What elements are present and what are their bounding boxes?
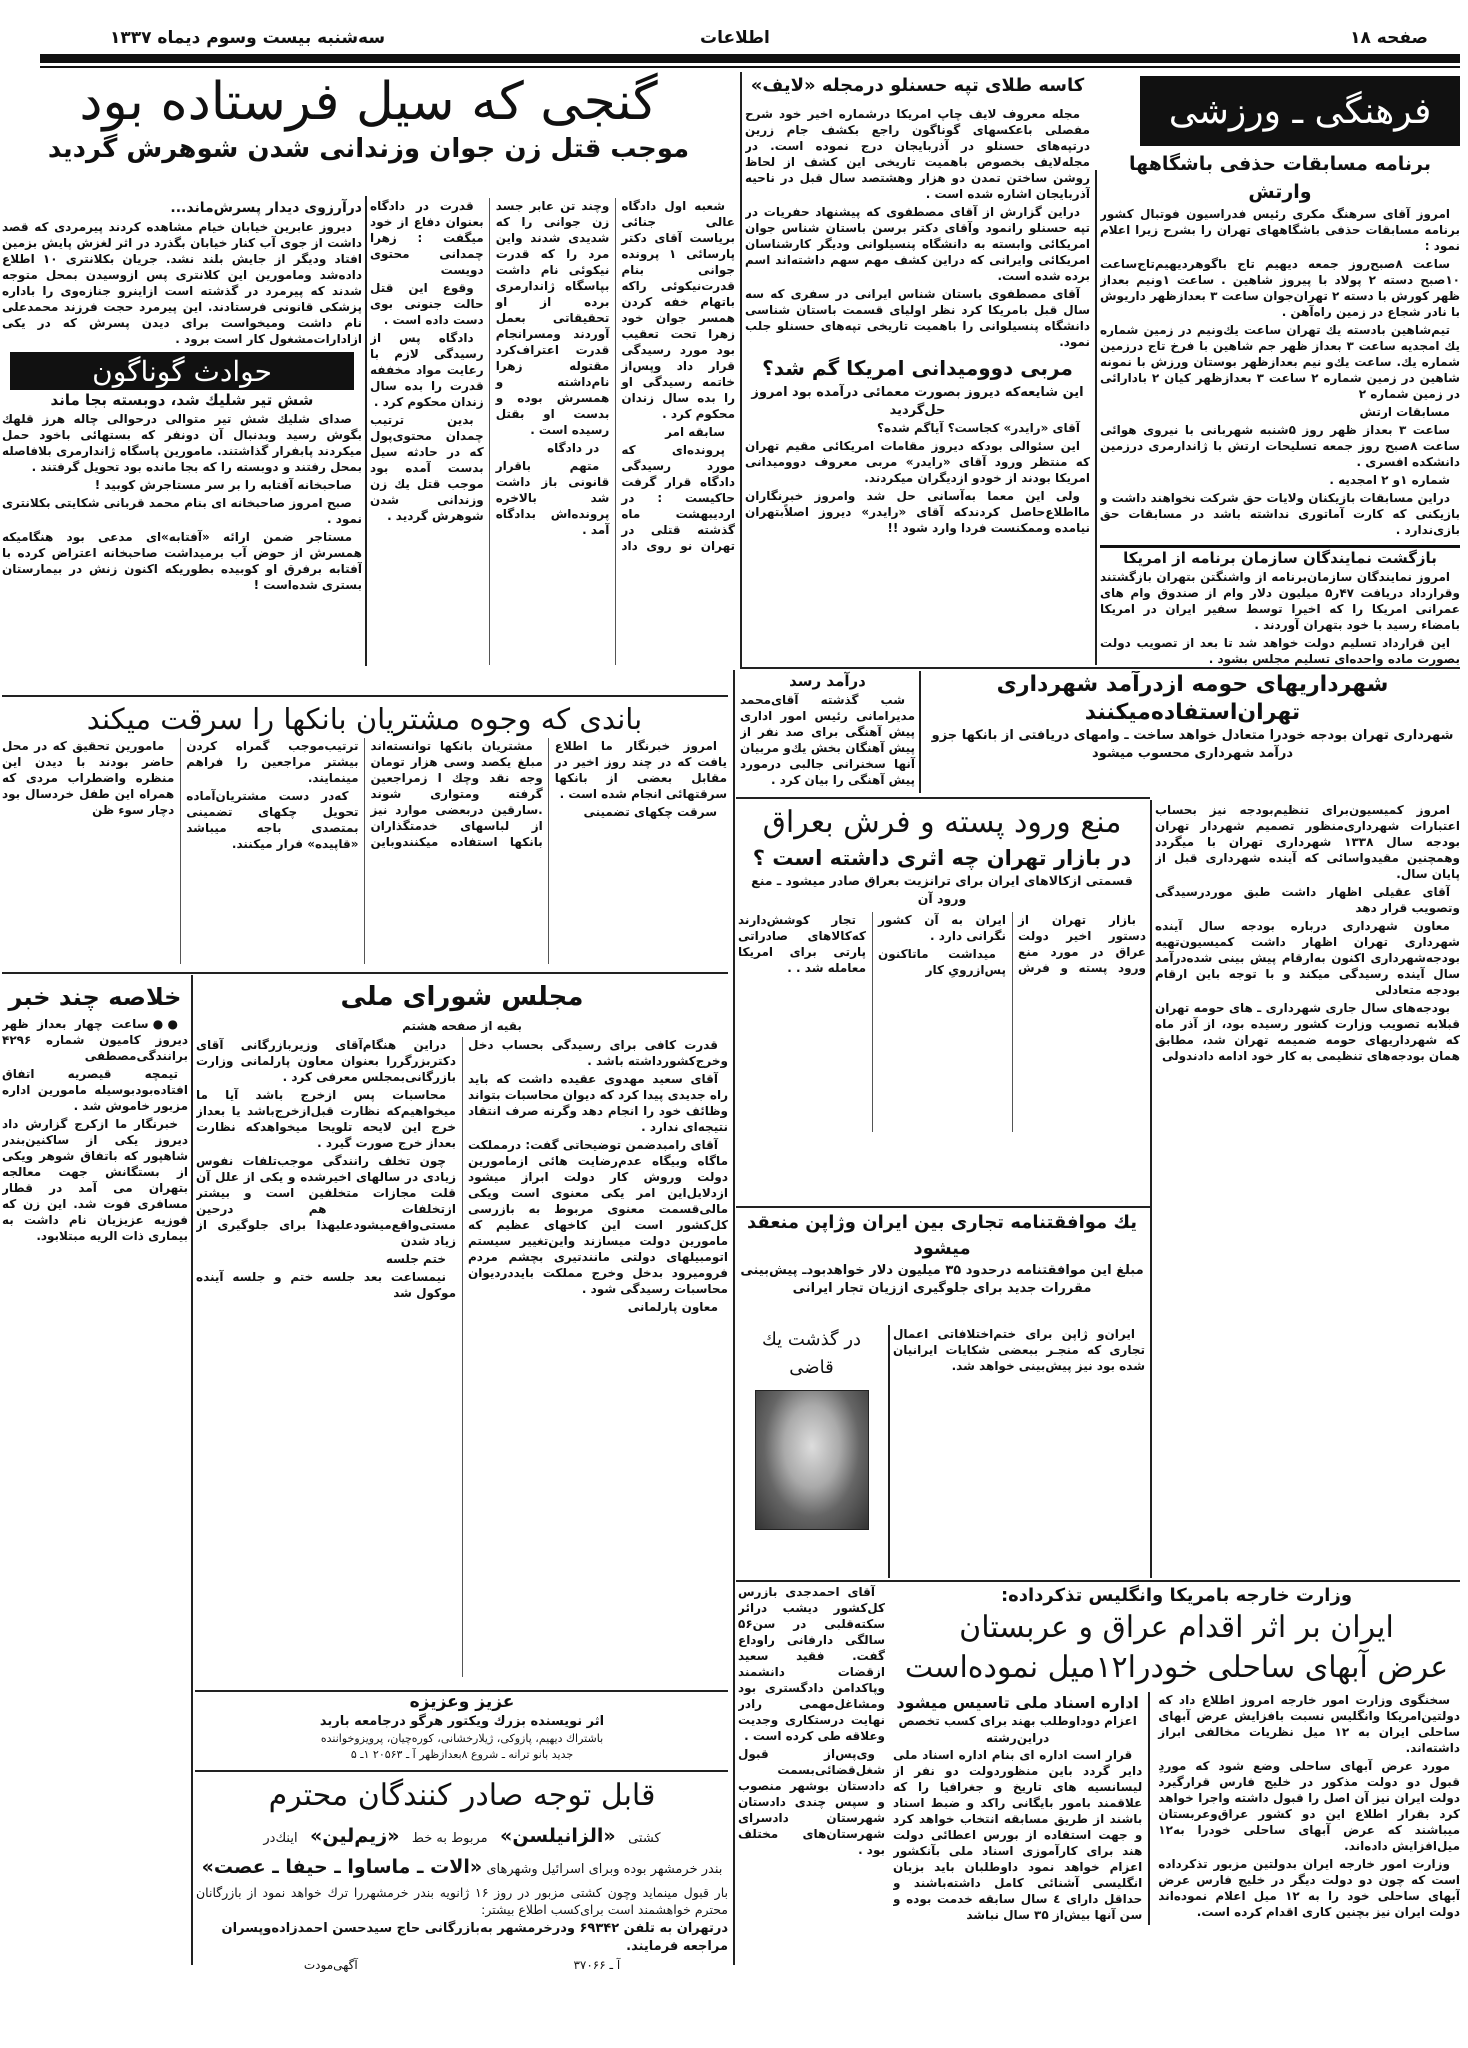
- paragraph: قرار است اداره ای بنام اداره اسناد ملی دایر گردد باین منظوردولت دو نفر از لیسانسیه های تاریخ و جغرافیا را که علاقمند بامور بایگانی راکد و ضبط اسناد باشند از طریق مسابقه انتخاب خواهد کرد و جهت استفاده از بورس اعطائی دولت هند برای کارآموزی اسناد ملی بآنکشور اعزام خواهد نمود داوطلبان باید بزبان انگلیسی آشنائی کامل داشته‌باشند و حداقل دارای ٤ سال سابقه خدمت بوده و سن آنها بیش‌از ۳۵ سال نباشد: [893, 1748, 1143, 1922]
- foreign-headline-1: ایران بر اثر اقدام عراق و عربستان: [959, 1610, 1394, 1645]
- paragraph: دراین گزارش از آقای مصطفوی که پیشنهاد حفریات در تپه حسنلو رانمود وآقای دکتر برسن باستان شناس جوان امریکائی وابسته به دانشگاه پنسیلوانی ودیگر کارشناسان امریکائی وایرانی که دراین کشف مهم سهم داشته‌اند اسم برده شده است.: [745, 205, 1090, 283]
- paragraph: وقوع این قتل حالت جنونی بوی دست داده است .: [370, 281, 484, 327]
- ad-footer: [196, 1956, 728, 1974]
- events-headline: شش تیر شلیك شد، دوبسته بجا ماند: [50, 391, 314, 409]
- majlis-article: [196, 978, 728, 1686]
- paragraph: پرونده‌ای که مورد رسیدگی دادگاه قرار گرفت حاکیست : در اردیبهشت ماه گذشته قتلی در تهران نو روی داد وچند تن عابر جسد زن جوانی را که شدیدی شدند واین مرد را که قدرت نیکوئی نام داشت بپاسگاه ژاندارمری برده از او تحقیقاتی بعمل آوردند ومسرانجام قدرت اعتراف‌کرد مقتوله زهرا نام‌داشته و همسرش بوده و بدست او بقتل رسیده است .: [495, 199, 735, 553]
- paragraph: آقای سعید مهدوی عقیده داشت که باید راه جدیدی پیدا کرد که دیوان محاسبات بتواند وظائف خود را انجام دهد وگرنه صرف انتقاد نتیجه‌ای ندارد .: [468, 1072, 728, 1134]
- ad-contact: درتهران به تلفن ۶۹۳۴۲ ودرخرمشهر به‌بازرگانی حاج سیدحسن احمدزاده‌وپسران مراجعه فرمایند.: [221, 1921, 728, 1954]
- events-section: [2, 352, 362, 692]
- foreign-article: [893, 1584, 1460, 2044]
- paragraph: صدای شلیك شش تیر متوالی درحوالی چاله هرز قلهك بگوش رسید وبدنبال آن دونفر که بستها‌ئی باخود حمل میکردند پابفرار گذاشتند. مامورین پاسگاه ژاندارمری بلافاصله بمحل رفتند و دوبسته را که بجا مانده بود تحویل گرفتند .: [2, 412, 362, 474]
- section-divider: [736, 797, 1150, 799]
- coach-subhead: این شایعه‌که دیروز بصورت معمائی درآمده بود امروز حل‌گردید: [751, 385, 1084, 418]
- newspaper-name: اطلاعات: [700, 28, 770, 48]
- japan-subhead: مبلغ این موافقتنامه درحدود ۳۵ میلیون دلار خواهدبودـ پیش‌بینی مقررات جدید برای جلوگیری اززیان تجار ایرانی: [740, 1263, 1144, 1296]
- treasure-body-columns: [370, 198, 735, 665]
- summary-body: [2, 1016, 188, 1244]
- paragraph: وی‌پس‌از قبول شغل‌قضائی‌بسمت دادستان بوشهر منصوب و سپس چندی دادستان شهرستان دادسرای شهرستان‌های مختلف بود .: [738, 1747, 885, 1857]
- pistachio-body: [738, 912, 1146, 1132]
- paragraph: تیم‌شاهین بادسته یك تهران ساعت یك‌ونیم در زمین شماره یك امجدیه ساعت ۳ بعداز ظهر جم شاهین با فرخ تاج درزمین شماره یك. ساعت یك‌و نیم بعدازظهر بوستان ورزش با نمونه شاهین در زمین شماره ۲ ساعت ۳ بعدازظهر کیان ۲ بادارائی در زمین شماره ۲: [1100, 323, 1460, 401]
- paragraph: مسابقات ارتش: [1359, 405, 1450, 419]
- events-body: [2, 411, 362, 593]
- paragraph: صاحبخانه آفتابه را بر سر مستاجرش کوبید !: [94, 478, 352, 492]
- son-body: [2, 219, 362, 347]
- column-divider: [740, 72, 742, 668]
- paragraph: مستاجر ضمن ارائه «آفتابه»ای مدعی بود هنگامیکه همسرش از حوض آب برمیداشت صاحبخانه اعتراض کرده با آفتابه برفرق او کوبیده بطوریکه اکنون زنش در بیمارستان بستری شده‌است !: [2, 530, 362, 592]
- paragraph: آقای «رایدر» کجاست؟ آیاگم شده؟: [877, 421, 1080, 435]
- paragraph: ساعت ۸صبح‌روز جمعه دیهیم تاج باگوهر‌دیهیم‌تاج‌ساعت ۱۰صبح دسته ۲ پولاد با پیروز شاهین . ساعت ۱ونیم بعداز ظهر کورش با دسته ۲ تهران‌جوان ساعت ۳ بعدازظهر داریوش با نادر شجاع در زمین راه‌آهن .: [1100, 257, 1460, 319]
- paragraph: مشتریان بانکها توانسته‌اند مبلغ یکصد وسی هزار تومان وجه نقد وچك ا زمراجعین گرفته ومتواری شوند .سارقین دربعضی موارد نیز از لباسهای خدمتگذاران بانکها استفاده میکنندو‌باین ترتیب‌موجب گمراه کردن بیشتر مراجعین را فراهم مینمایند.: [186, 739, 543, 849]
- municipal-article: [740, 671, 1460, 795]
- paragraph: مورد عرض آبهای ساحلی وضع شود که موردِ قبول دو دولت مذکور در خلیج فارس قرارگیرد دولت ایران نیز آن اصل را قبول داشته واجرا خواهد کرد بقرار اطلاع این دو کشور عراق‌وعربستان میباشند که عرض آبهای ساحلی خودرا به‌۱۲ میل‌افزایش داده‌اند.: [1158, 1759, 1460, 1853]
- ad-text: اینك‌در: [263, 1831, 298, 1846]
- ad-line-1: [196, 1822, 728, 1853]
- japan-headline: یك موافقتنامه تجاری بین ایران وژاپن منعقد میشود: [747, 1212, 1137, 1259]
- sports-banner-text: فرهنگی ـ ورزشی: [1168, 90, 1432, 132]
- paragraph: امروز کمیسیون‌برای تنظیم‌بودجه نیز بحساب اعتبارات شهرداری‌منظور تصمیم شهردار تهران بودجه سال ۱۳۳۸ شهرداری تهران با میگردد وهمچنین مقیدواسائی که آینده شهرداری قبل از پایان سال.: [1155, 803, 1460, 881]
- plan-org-article: [1100, 545, 1460, 668]
- municipal-body-column: [1155, 802, 1460, 1577]
- column-divider: [1095, 170, 1097, 665]
- masthead-rule-thin: [40, 66, 1460, 68]
- paragraph: تیمچه قیصریه اتفاق افتاده‌بودبوسیله مامورین اداره مزبور خاموش شد .: [2, 1067, 188, 1113]
- foreign-headline-2: عرض آبهای ساحلی خودرا۱۲میل نموده‌است: [904, 1650, 1449, 1685]
- paragraph: امروز نمایندگان سازمان‌برنامه از واشنگتن بتهران بازگشتند وقرارداد دریافت ۴۷ر۵ میلیون دلار وام از صندوق وام های عمرانی امریکا را که اخیرا توسط سفیر ایران در امریکا بامضاء رسید با خود بتهران آوردند .: [1100, 570, 1460, 632]
- foreign-kicker: وزارت خارجه بامریکا وانگلیس تذکرداده:: [1000, 1585, 1353, 1606]
- municipal-body: [1155, 802, 1460, 1064]
- paragraph: شعبه اول دادگاه عالی جنائی بریاست آقای دکتر پارسائی ۱ پرونده جوانی بنام قدرت‌نیکوئی راکه باتهام خفه کردن همسر جوان خود زهرا تحت تعقیب بود مورد رسیدگی قرار داد وپس‌از خاتمه رسیدگی او را بده سال زندان محکوم کرد .: [621, 199, 735, 421]
- plan-org-body: [1100, 569, 1460, 667]
- paragraph: سرقت چکهای تضمینی: [583, 805, 717, 819]
- section-divider: [2, 695, 728, 697]
- paragraph: بدین ترتیب چمدان محتوی‌پول که در حادثه سیل بدست آمده بود موجب قتل یك زن وزندانی شدن شوهرش گردید .: [370, 413, 484, 523]
- paragraph: آقای مصطفوی باستان شناس ایرانی در سفری که سه سال قبل بامریکا کرد نظر اولیای قسمت باستان شناسی دانشگاه پنسیلوانی را باهمیت تاریخی تپه‌های حسنلو جلب نمود.: [745, 287, 1090, 349]
- theater-ad: [196, 1692, 728, 1768]
- column-divider: [191, 975, 193, 1965]
- paragraph: دراین مسابقات بازیکنان ولایات حق شرکت نخواهند داشت و بازیکنی که کارت آماتوری نداشته باشد در مسابقات حق بازی‌ندارد .: [1100, 491, 1460, 537]
- column-divider: [1150, 800, 1152, 1578]
- paragraph: دیروز عابرین خیابان خیام مشاهده کردند پیرمردی که قصد داشت از جوی آب کنار خیابان بگذرد در اثر لغزش پایش بزمین افتاد ودیگر از جایش بلند نشد. جریان بکلانتری ۱۰ اطلاع داده‌شد ومامورین این کلانتری پس ازوسیدن بمحل متوجه شدند که پیرمرد در گذشته است ازاینرو جنازه‌وی را باداره پزشکی قانونی فرستادند. این پیرمرد حجت فرزند محمدعلی نام داشت ومیخواست برای دیدن پسرش که در یکی ازادارات‌مشغول کار است برود .: [2, 220, 362, 346]
- ad-text: بندر خرمشهر بوده وبرای اسرائیل وشهرهای: [486, 1862, 723, 1877]
- japan-body-column: [893, 1326, 1145, 1576]
- ad-agency: آگهی‌مودت: [303, 1958, 358, 1972]
- paragraph: مامورین تحقیق که در محل حاضر بودند با دیدن این منظره واضطراب مردی که همراه این طفل خردسال بود دچار سوء ظن: [2, 739, 175, 817]
- life-article: [745, 72, 1090, 665]
- sports-headline: برنامه مسابقات حذفی باشگاهها وارتش: [1129, 153, 1431, 203]
- paragraph: امروز خبرنگار ما اطلاع یافت که در چند روز اخیر در مقابل بعضی از بانکها سرقتهائی انجام شده است .: [554, 739, 727, 801]
- coach-headline: مربی دوومیدانی امریکا گم شد؟: [762, 356, 1073, 380]
- theater-cast: باشتراك دیهیم، پازوکی، ژیلارخشانی، کورەچیان، پرویزوخوانندە: [320, 1732, 604, 1745]
- column-divider: [365, 196, 367, 666]
- ad-line-2: [196, 1853, 728, 1884]
- column-divider: [888, 1325, 890, 1578]
- bank-headline: باندی که وجوه مشتریان بانکها را سرقت میکند: [86, 702, 643, 736]
- paragraph: بازار تهران از دستور اخیر دولت عراق در مورد منع ورود پسته و فرش ایران به آن کشور نگرانی دارد .: [878, 913, 1146, 975]
- paragraph: کەدر دست مشتریان‌آماده تحویل چکهای تضمینی بمتصدی باجه میباشد «قاپیده» فرار میکنند.: [186, 789, 359, 851]
- column-divider: [733, 670, 735, 1965]
- foreign-body-column: [1158, 1692, 1460, 1925]
- paragraph: صبح امروز صاحبخانه ای بنام محمد قربانی شکایتی بکلانتری نمود .: [2, 496, 362, 526]
- paragraph: آقای احمدجدی بازرس کل‌کشور دیشب درائر سکته‌قلبی در سن۵۶ سالگی دارفانی راوداع گفت. فقید سعید ازقضات دانشمند وپاکدامن دادگستری بود ومشاغل‌مهمی رادر نهایت درستکاری وجدیت وعلاقه طی کرده است .: [738, 1585, 885, 1743]
- exporters-ad: [196, 1774, 728, 2042]
- archives-subhead: اعزام دوداوطلب بهند برای کسب تخصص دراین‌رشته: [898, 1714, 1137, 1745]
- son-headline: درآرزوی دیدار پسرش‌ماند...: [170, 200, 362, 216]
- pistachio-subhead: در بازار تهران چه اثری داشته است ؟: [752, 846, 1132, 870]
- theater-footer: جدید بانو ترانه ـ شروع ۸بعدازظهر آ ـ ۲۰۵۶۳ ۱ـ ۵: [350, 1748, 574, 1761]
- majlis-body: [196, 1037, 728, 1677]
- paragraph: آقای رامبدضمن توضیحاتی گفت: درمملکت ماگاه وبیگاه عدم‌رضایت هائی ازمامورین دولت وروش کار دولت ابراز میشود ازدلایل‌این امر یکی معنوی است ویکی مالی‌قسمت معنوی مربوط به بازرسی کل‌کشور است این کاخهای عظیم که مامورین دولت میسازند واین‌تغییر سیستم اتومبیلهای دولتی مانندتیری بچشم مردم فرومیرود بدخل وخرج مملکت بایددردیوان محاسبات رسیدگی شود .: [468, 1138, 728, 1296]
- summary-headline: خلاصه چند خبر: [8, 983, 182, 1011]
- ship-name: «الزانیلسن»: [500, 1825, 616, 1847]
- paragraph: ایران‌و ژاپن برای ختم‌اختلافاتی اعمال تجاری که منجـر ببعضی شکایات ایرانیان شده بود نیز پیش‌بینی خواهد شد.: [893, 1327, 1145, 1373]
- pistachio-article: [738, 802, 1146, 1204]
- paragraph: ختم جلسه: [385, 1252, 446, 1266]
- income-headline: درآمد رسد: [789, 672, 866, 690]
- judge-headline: در گذشت یك قاضی: [761, 1329, 862, 1378]
- judge-article: [738, 1584, 885, 1964]
- ad-text: مربوط به خط: [411, 1831, 488, 1846]
- treasure-article: [2, 72, 735, 194]
- ports-list: «الات ـ ماساوا ـ حیفا ـ عصت»: [201, 1856, 483, 1878]
- paragraph: در دادگاه: [547, 441, 600, 455]
- ad-code: آ ـ ۳۷۰۶۶: [573, 1958, 621, 1972]
- life-headline: کاسه طلای تپه حسنلو درمجله «لایف»: [750, 75, 1085, 96]
- masthead-rule: [40, 54, 1460, 63]
- bank-body: [2, 738, 727, 964]
- majlis-subhead: بقیه از صفحه هشتم: [402, 1019, 522, 1033]
- paragraph: معاون شهرداری درباره بودجه سال آینده شهرداری تهران اظهار داشت کمیسیون‌تهیه بودجه‌شهرداری اکنون بەارقام پیش بینی شده‌درآمد سال آینده رسیدگی میکند و با توجه باین ارقام بودجه متعادلی: [1155, 919, 1460, 997]
- events-banner-text: حوادث گوناگون: [92, 354, 272, 388]
- bank-article: [2, 700, 727, 968]
- paragraph: آقای عقیلی اظهار داشت طبق موردرسیدگی وتصویب قرار دهد: [1155, 885, 1460, 915]
- paragraph: ●●ساعت چهار بعداز ظهر دیروز کامیون شماره ۴۲۹۶ برانندگی‌مصطفی: [2, 1017, 188, 1063]
- japan-article: [738, 1210, 1146, 1322]
- income-article: [740, 671, 921, 793]
- income-body: [740, 692, 915, 788]
- summary-article: [2, 978, 188, 1963]
- section-divider: [736, 1206, 1150, 1208]
- paragraph: قدرت کافی برای رسیدگی بحساب دخل وخرج‌کشورداشته باشد .: [468, 1038, 728, 1068]
- paragraph: چون تخلف رانندگی موجب‌تلفات نفوس زیادی در سالهای اخیرشده و یکی از علل آن قلت مجازات متخلفین است و بیشتر ازتخلفات هم درحین مستی‌واقع‌میشودعلیهذا برای جلوگیری از زیاد شدن: [196, 1154, 456, 1248]
- paragraph: این سئوالی بودکه دیروز مقامات امریکائی مقیم تهران که منتظر ورود آقای «رایدر» مربی معروف دوومیدانی امریکا بودند از خودو ازدیگران میکردند.: [745, 439, 1090, 485]
- coach-body: [745, 420, 1090, 536]
- paragraph: شماره ۱و ۲ امجدیه .: [1329, 473, 1450, 487]
- son-article: [2, 198, 362, 348]
- paragraph: بودجه‌های سال جاری شهرداری ـ های حومه تهران قبلابه تصویب وزارت کشور رسیده بود، از آذر ماه که شهرداریهای حومه ضمیمه تهران شد، مطابق همان بودجه‌های تنظیمی به کار خود ادامه دادندولی: [1155, 1001, 1460, 1063]
- paragraph: تجار کوشش‌دارند که‌کالاهای صادراتی پارتی برای امریکا معامله شد . .: [738, 913, 866, 975]
- judge-header: [738, 1326, 885, 1576]
- section-divider: [195, 1770, 728, 1772]
- shipping-line-name: «زیم‌لین»: [309, 1825, 400, 1847]
- judge-body: [738, 1584, 885, 1858]
- plan-org-headline: بازگشت نمایندگان سازمان برنامه از امریکا: [1123, 549, 1437, 567]
- paragraph: سخنگوی وزارت امور خارجه امروز اطلاع داد که دولتین‌امریکا وانگلیس نسبت بافزایش عرض آبهای ساحلی ایران به ۱۲ میل نظریات مخالفی ابراز داشته‌اند.: [1158, 1693, 1460, 1755]
- issue-date: سه‌شنبه بیست وسوم دیماه ۱۳۳۷: [110, 28, 386, 48]
- sports-banner: [1140, 76, 1460, 146]
- paragraph: این قرارداد تسلیم دولت خواهد شد تا بعد از تصویب دولت بصورت ماده واحده‌ای تسلیم مجلس بشود .: [1100, 636, 1460, 666]
- life-body: [745, 106, 1090, 350]
- sports-body: [1100, 206, 1460, 538]
- ad-line-3: بار قبول مینماید وچون کشتی مزبور در روز ۱۶ ژانویه بندر خرمشهررا ترك خواهد نمود از بازرگانان محترم خواهشمند است برای‌کسب اطلاع بیشتر:: [196, 1885, 728, 1917]
- archives-body: [893, 1747, 1142, 1923]
- paragraph: میداشت ماتاکنون پس‌ازرویِ کار: [878, 947, 1006, 977]
- archives-headline: اداره اسناد ملی تاسیس میشود: [896, 1693, 1139, 1712]
- paragraph: قدرت در دادگاه بعنوان دفاع از خود میگفت : زهرا چمدانی محتوی دویست: [370, 199, 484, 277]
- paragraph: محاسبات پس ازخرج باشد آیا ما میخواهیم‌که نظارت قبل‌ازخرج‌باشد یا بعداز خرج این لایحه تلویحا میخواهدکه نظارت بعداز خرج صورت گیرد .: [196, 1088, 456, 1150]
- treasure-headline: گنجی که سیل فرستاده بود: [79, 72, 658, 132]
- pistachio-subhead-2: قسمتی ازکالاهای ایران برای ترانزیت بعراق صادر میشود ـ منع ورود آن: [751, 873, 1133, 906]
- paragraph: دادگاه پس از رسیدگی لازم با رعایت مواد مخففه قدرت را بده سال زندان محکوم کرد .: [370, 331, 484, 409]
- theater-title: عزیز وعزیزه: [409, 1692, 515, 1712]
- page-number: صفحه ۱۸: [1350, 28, 1428, 48]
- section-divider: [736, 1580, 1460, 1582]
- japan-body: [893, 1326, 1145, 1374]
- paragraph: امروز آقای سرهنگ مکری رئیس فدراسیون فوتبال کشور برنامه مسابقات حذفی باشگاههای تهران را بشرح زیرا اعلام نمود :: [1100, 207, 1460, 253]
- ad-text: کشتی: [628, 1831, 661, 1846]
- section-divider: [2, 972, 728, 974]
- paragraph: ولی این معما به‌آسانی حل شد وامروز خبرنگاران ما‌اطلاع‌حاصل کردندکه آقای «رایدر» دیروز اصلاًبتهران نیامده وممکنست فردا وارد شود !!: [745, 489, 1090, 535]
- sports-section: [1100, 72, 1460, 542]
- treasure-body: [370, 198, 735, 665]
- exporters-ad-headline: قابل توجه صادر کنندگان محترم: [268, 1778, 656, 1813]
- municipal-headline: شهرداریهای حومه ازدرآمد شهرداری تهران‌استفاده‌میکنند: [996, 672, 1389, 725]
- theater-subtitle: اثر نویسنده بزرك ویکتور هرگو درجامعه باربد: [319, 1714, 605, 1729]
- pistachio-headline: منع ورود پسته و فرش بعراق: [762, 805, 1122, 840]
- paragraph: شب گذشته آقای‌محمد مدیرامانی رئیس امور اداری پیش آهنگی برای صد نفر از پیش آهنگان بخش یك‌و مربیان آنها سخنرانی جالبی درمورد پیش آهنگی را بیان کرد .: [740, 693, 915, 787]
- judge-portrait-photo: [755, 1390, 869, 1530]
- paragraph: مجله معروف لایف چاپ امریکا درشماره اخیر خود شرح مفصلی باعکسهای گوناگون راجع بکشف جام زرین درتپه‌های حسنلو در آذربایجان درج نموده است. در مجله‌لایف بخصوص باهمیت تاریخی این کشف از لحاظ روشن ساختن تمدن دو هزار وهشتصد سال قبل در ناحیه آذربایجان اشاره شده است .: [745, 107, 1090, 201]
- paragraph: متهم باقرار قانونی باز داشت شد بالاخره پرونده‌اش بدادگاه آمد .: [495, 459, 610, 537]
- archives-article: [893, 1692, 1150, 1925]
- treasure-subhead: موجب قتل زن جوان وزندانی شدن شوهرش گردید: [47, 134, 690, 164]
- paragraph: نیمساعت بعد جلسه ختم و جلسه آینده موکول شد: [196, 1270, 456, 1300]
- paragraph: معاون پارلمانی: [627, 1300, 718, 1314]
- paragraph: ساعت ۳ بعداز ظهر روز ۵شنبه شهربانی با نیروی هوائی ساعت ۸صبح روز جمعه تسلیحات ارتش با ژاندارمری درزمین دانشکده افسری .: [1100, 423, 1460, 469]
- foreign-body: [1158, 1692, 1460, 1920]
- paragraph: وزارت امور خارجه ایران بدولتین مزبور تذکرداده است که چون دو دولت دیگر در خلیج فارس عرض آبهای ساحلی خود را به ۱۲ میل اعلام نموده‌اند دولت ایران نیز بچنین کاری اقدام کرده است.: [1158, 1857, 1460, 1919]
- paragraph: خبرنگار ما ازکرج گزارش داد دیروز یکی از ساکنین‌بندر شاهپور که باتفاق شوهر ویکی از بستگانش جهت معالجه بتهران می آمد در قطار مسافری فوت شد. این زن که فوزیه عزیزیان نام داشت به بیماری ذات الریه مبتلابود.: [2, 1117, 188, 1243]
- events-banner: [10, 352, 354, 390]
- paragraph: دراین هنگام‌آقای وزیربازرگانی آقای دکتربزرگررا بعنوان معاون پارلمانی وزارت بازرگانی‌بمجلس معرفی کرد .: [196, 1038, 456, 1084]
- municipal-subhead: شهرداری تهران بودجه خودرا متعادل خواهد ساخت ـ وامهای دریافتی از بانکها جزو درآمد شهرداری محسوب میشود: [931, 728, 1454, 761]
- paragraph: سابقه امر: [665, 425, 725, 439]
- majlis-headline: مجلس شورای ملی: [340, 982, 584, 1012]
